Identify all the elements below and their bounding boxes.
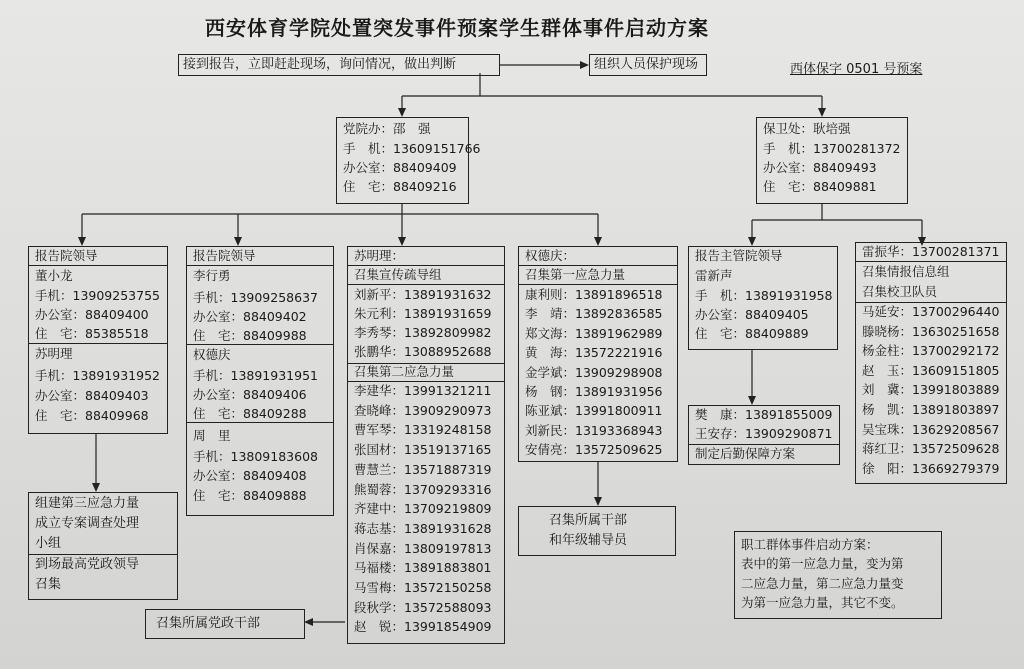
security-office-home: 住 宅：88409881 <box>763 179 877 194</box>
member-entry: 蒋志基：13891931628 <box>354 520 492 536</box>
supervisor-report-box <box>688 246 838 350</box>
leader-report-box-2 <box>186 246 334 516</box>
leader-name: 雷新声 <box>695 268 733 283</box>
leader-home: 住 宅：88409988 <box>193 328 307 343</box>
divider <box>187 265 333 266</box>
member-entry: 段秋学：13572588093 <box>354 599 492 615</box>
guard-team-title: 召集校卫队员 <box>862 284 938 299</box>
member-entry: 朱元利：13891931659 <box>354 306 492 321</box>
leader-name: 苏明理 <box>35 346 73 361</box>
note-line: 职工群体事件启动方案： <box>741 537 879 552</box>
logistics-member: 樊 康：13891855009 <box>695 407 833 422</box>
intelligence-group-title: 召集情报信息组 <box>862 264 950 279</box>
member-entry: 齐建中：13709219809 <box>354 501 492 517</box>
member-entry: 蒋红卫：13572509628 <box>862 441 1000 457</box>
member-entry: 曹军琴：13319248158 <box>354 422 492 438</box>
protect-scene-box <box>589 54 707 76</box>
leader-office: 办公室：88409402 <box>193 309 307 324</box>
staff-plan-note <box>734 531 942 619</box>
member-entry: 李建华：13991321211 <box>354 383 492 398</box>
divider <box>187 422 333 423</box>
member-entry: 黄 海：13572221916 <box>525 345 663 361</box>
divider <box>187 344 333 345</box>
member-entry: 肖保嘉：13809197813 <box>354 540 492 556</box>
top-leader-line: 召集 <box>35 577 62 592</box>
party-cadres-box <box>145 609 305 639</box>
leader-office: 办公室：88409408 <box>193 468 307 483</box>
leader-home: 住 宅：88409889 <box>695 326 809 341</box>
member-entry: 李秀琴：13892809982 <box>354 325 492 340</box>
cadres-counselors-line: 召集所属干部 <box>549 513 628 528</box>
divider <box>29 343 167 344</box>
member-entry: 曹慧兰：13571887319 <box>354 461 492 477</box>
note-line: 表中的第一应急力量，变为第 <box>741 556 904 571</box>
divider <box>29 554 177 555</box>
cadres-counselors-line: 和年级辅导员 <box>549 533 628 548</box>
member-entry: 刘新民：13193368943 <box>525 422 663 438</box>
leader-mobile: 手机：13891931952 <box>35 368 160 383</box>
member-entry: 马延安：13700296440 <box>862 304 1000 319</box>
leader-office: 办公室：88409403 <box>35 388 149 403</box>
member-entry: 吴宝珠：13629208567 <box>862 421 1000 437</box>
member-entry: 陈亚斌：13991800911 <box>525 403 663 419</box>
divider <box>29 265 167 266</box>
security-office-mobile: 手 机：13700281372 <box>763 141 901 156</box>
first-emergency-title: 召集第一应急力量 <box>525 267 626 282</box>
first-emergency-header: 权德庆： <box>525 248 576 263</box>
protect-scene-text: 组织人员保护现场 <box>594 57 699 72</box>
divider <box>856 261 1006 262</box>
member-entry: 马福楼：13891883801 <box>354 560 492 576</box>
party-office-mobile: 手 机：13609151766 <box>343 141 481 156</box>
member-entry: 徐 阳：13669279379 <box>862 460 1000 476</box>
divider <box>348 284 504 285</box>
member-entry: 康利则：13891896518 <box>525 287 663 302</box>
security-office-box <box>756 117 908 204</box>
divider <box>519 284 677 285</box>
party-cadres-text: 召集所属党政干部 <box>156 616 261 631</box>
party-office-box <box>336 117 481 204</box>
member-entry: 马雪梅：13572150258 <box>354 580 492 595</box>
first-emergency-box <box>518 246 678 462</box>
member-entry: 查晓峰：13909290973 <box>354 402 492 418</box>
second-emergency-title: 召集第二应急力量 <box>354 364 455 379</box>
logistics-member: 王安存：13909290871 <box>695 426 833 441</box>
leader-report-header-2: 报告院领导 <box>193 248 256 263</box>
leader-mobile: 手 机：13891931958 <box>695 288 833 303</box>
logistics-box <box>688 405 840 465</box>
member-entry: 金学斌：13909298908 <box>525 364 663 380</box>
member-entry: 滕晓杨：13630251658 <box>862 323 1000 339</box>
note-line: 二应急力量，第二应急力量变 <box>741 576 904 591</box>
page-title: 西安体育学院处置突发事件预案学生群体事件启动方案 <box>205 16 709 40</box>
cadres-counselors-box <box>518 506 676 556</box>
security-office-office: 办公室：88409493 <box>763 160 877 175</box>
logistics-plan: 制定后勤保障方案 <box>695 446 796 461</box>
leader-report-header-1: 报告院领导 <box>35 248 98 263</box>
member-entry: 杨金柱：13700292172 <box>862 343 1000 359</box>
leader-name: 周 里 <box>193 428 231 443</box>
receive-report-box <box>178 54 500 76</box>
party-office-office: 办公室：88409409 <box>343 160 457 175</box>
publicity-group-title: 召集宣传疏导组 <box>354 267 442 282</box>
party-office-name: 党院办：邵 强 <box>343 121 431 136</box>
supervisor-report-header: 报告主管院领导 <box>695 248 783 263</box>
leader-office: 办公室：88409400 <box>35 307 149 322</box>
note-line: 为第一应急力量，其它不变。 <box>741 595 904 610</box>
member-entry: 李 靖：13892836585 <box>525 306 663 322</box>
third-emergency-box <box>28 492 178 600</box>
member-entry: 杨 钢：13891931956 <box>525 384 663 399</box>
leader-office: 办公室：88409406 <box>193 387 307 402</box>
leader-home: 住 宅：88409968 <box>35 408 149 423</box>
third-emergency-line: 成立专案调查处理 <box>35 516 140 531</box>
member-entry: 熊蜀蓉：13709293316 <box>354 481 492 497</box>
reference-number: 西体保字 0501 号预案 <box>790 62 923 77</box>
leader-office: 办公室：88409405 <box>695 307 809 322</box>
publicity-group-header: 苏明理： <box>354 248 405 263</box>
leader-report-box-1 <box>28 246 168 434</box>
receive-report-text: 接到报告，立即赶赴现场，询问情况，做出判断 <box>183 57 457 72</box>
member-entry: 刘 冀：13991803889 <box>862 382 1000 398</box>
leader-name: 权德庆 <box>193 347 231 362</box>
member-entry: 杨 凯：13891803897 <box>862 402 1000 417</box>
intelligence-group-header: 雷振华：13700281371 <box>862 244 1000 259</box>
party-office-home: 住 宅：88409216 <box>343 179 457 194</box>
intelligence-group-box <box>855 242 1007 484</box>
leader-home: 住 宅：85385518 <box>35 326 149 341</box>
publicity-group-box <box>347 246 505 644</box>
member-entry: 刘新平：13891931632 <box>354 287 492 302</box>
third-emergency-line: 组建第三应急力量 <box>35 496 140 511</box>
member-entry: 张国材：13519137165 <box>354 442 492 458</box>
member-entry: 赵 锐：13991854909 <box>354 619 492 635</box>
leader-mobile: 手机：13809183608 <box>193 449 318 464</box>
top-leader-line: 到场最高党政领导 <box>35 557 140 572</box>
leader-name: 李行勇 <box>193 268 231 283</box>
leader-mobile: 手机：13909253755 <box>35 288 160 303</box>
member-entry: 郑文海：13891962989 <box>525 325 663 341</box>
leader-mobile: 手机：13909258637 <box>193 290 318 305</box>
leader-mobile: 手机：13891931951 <box>193 368 318 383</box>
leader-home: 住 宅：88409888 <box>193 488 307 503</box>
leader-home: 住 宅：88409288 <box>193 406 307 421</box>
member-entry: 赵 玉：13609151805 <box>862 362 1000 378</box>
member-entry: 张鹏华：13088952688 <box>354 344 492 359</box>
member-entry: 安倩亮：13572509625 <box>525 442 663 458</box>
leader-name: 董小龙 <box>35 268 73 283</box>
third-emergency-line: 小组 <box>35 536 62 551</box>
security-office-name: 保卫处：耿培强 <box>763 121 851 136</box>
